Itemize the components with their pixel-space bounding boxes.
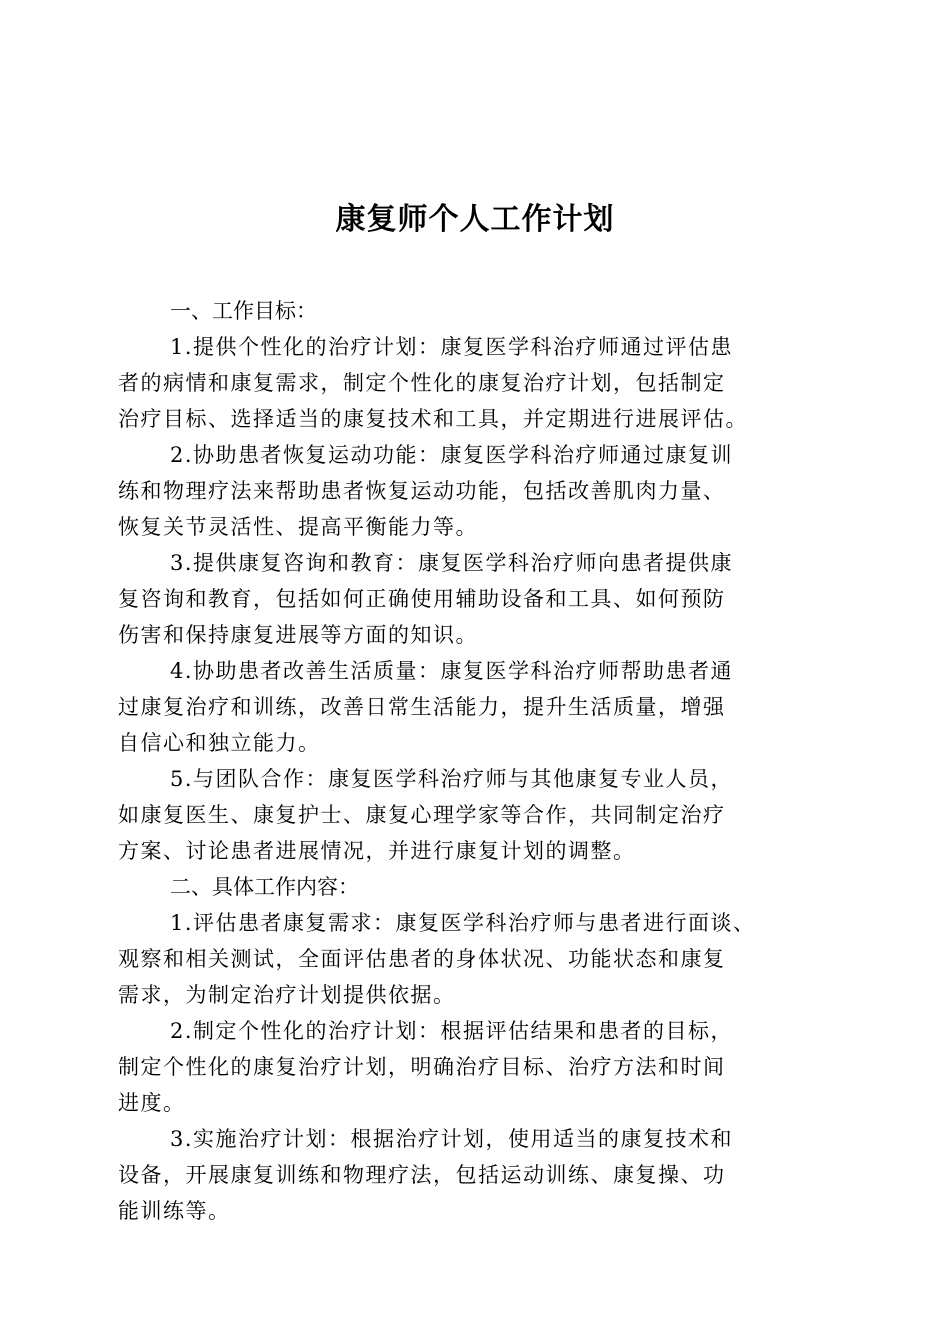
paragraph-line: 复咨询和教育，包括如何正确使用辅助设备和工具、如何预防 [118, 587, 726, 611]
section-heading-work-content: 二、具体工作内容： [170, 875, 359, 899]
paragraph-line: 能训练等。 [118, 1199, 231, 1223]
paragraph-line: 2.协助患者恢复运动功能：康复医学科治疗师通过康复训 [170, 443, 734, 467]
section-heading-goals: 一、工作目标： [170, 299, 317, 323]
goal-item-5 [118, 761, 824, 869]
goal-item-3 [118, 545, 824, 653]
paragraph-line: 5.与团队合作：康复医学科治疗师与其他康复专业人员， [170, 767, 734, 791]
paragraph-line: 3.提供康复咨询和教育：康复医学科治疗师向患者提供康 [170, 551, 734, 575]
goal-item-4 [118, 653, 824, 761]
work-item-3 [118, 1121, 824, 1229]
paragraph-line: 过康复治疗和训练，改善日常生活能力，提升生活质量，增强 [118, 695, 726, 719]
paragraph-line: 3.实施治疗计划：根据治疗计划，使用适当的康复技术和 [170, 1127, 734, 1151]
paragraph-line: 设备，开展康复训练和物理疗法，包括运动训练、康复操、功 [118, 1163, 726, 1187]
paragraph-line: 进度。 [118, 1091, 186, 1115]
goal-item-1 [118, 329, 824, 437]
paragraph-line: 恢复关节灵活性、提高平衡能力等。 [118, 515, 478, 539]
goal-item-2 [118, 437, 824, 545]
page-title: 康复师个人工作计划 [335, 202, 615, 237]
paragraph-line: 4.协助患者改善生活质量：康复医学科治疗师帮助患者通 [170, 659, 734, 683]
paragraph-line: 如康复医生、康复护士、康复心理学家等合作，共同制定治疗 [118, 803, 726, 827]
document-body [118, 293, 824, 1229]
paragraph-line: 治疗目标、选择适当的康复技术和工具，并定期进行进展评估。 [118, 407, 748, 431]
paragraph-line: 伤害和保持康复进展等方面的知识。 [118, 623, 478, 647]
work-item-2 [118, 1013, 824, 1121]
paragraph-line: 1.提供个性化的治疗计划：康复医学科治疗师通过评估患 [170, 335, 734, 359]
paragraph-line: 制定个性化的康复治疗计划，明确治疗目标、治疗方法和时间 [118, 1055, 726, 1079]
paragraph-line: 观察和相关测试，全面评估患者的身体状况、功能状态和康复 [118, 947, 726, 971]
paragraph-line: 1.评估患者康复需求：康复医学科治疗师与患者进行面谈、 [170, 911, 756, 935]
paragraph-line: 方案、讨论患者进展情况，并进行康复计划的调整。 [118, 839, 636, 863]
paragraph-line: 需求，为制定治疗计划提供依据。 [118, 983, 456, 1007]
paragraph-line: 者的病情和康复需求，制定个性化的康复治疗计划，包括制定 [118, 371, 726, 395]
paragraph-line: 2.制定个性化的治疗计划：根据评估结果和患者的目标， [170, 1019, 734, 1043]
paragraph-line: 自信心和独立能力。 [118, 731, 321, 755]
work-item-1 [118, 905, 824, 1013]
paragraph-line: 练和物理疗法来帮助患者恢复运动功能，包括改善肌肉力量、 [118, 479, 726, 503]
